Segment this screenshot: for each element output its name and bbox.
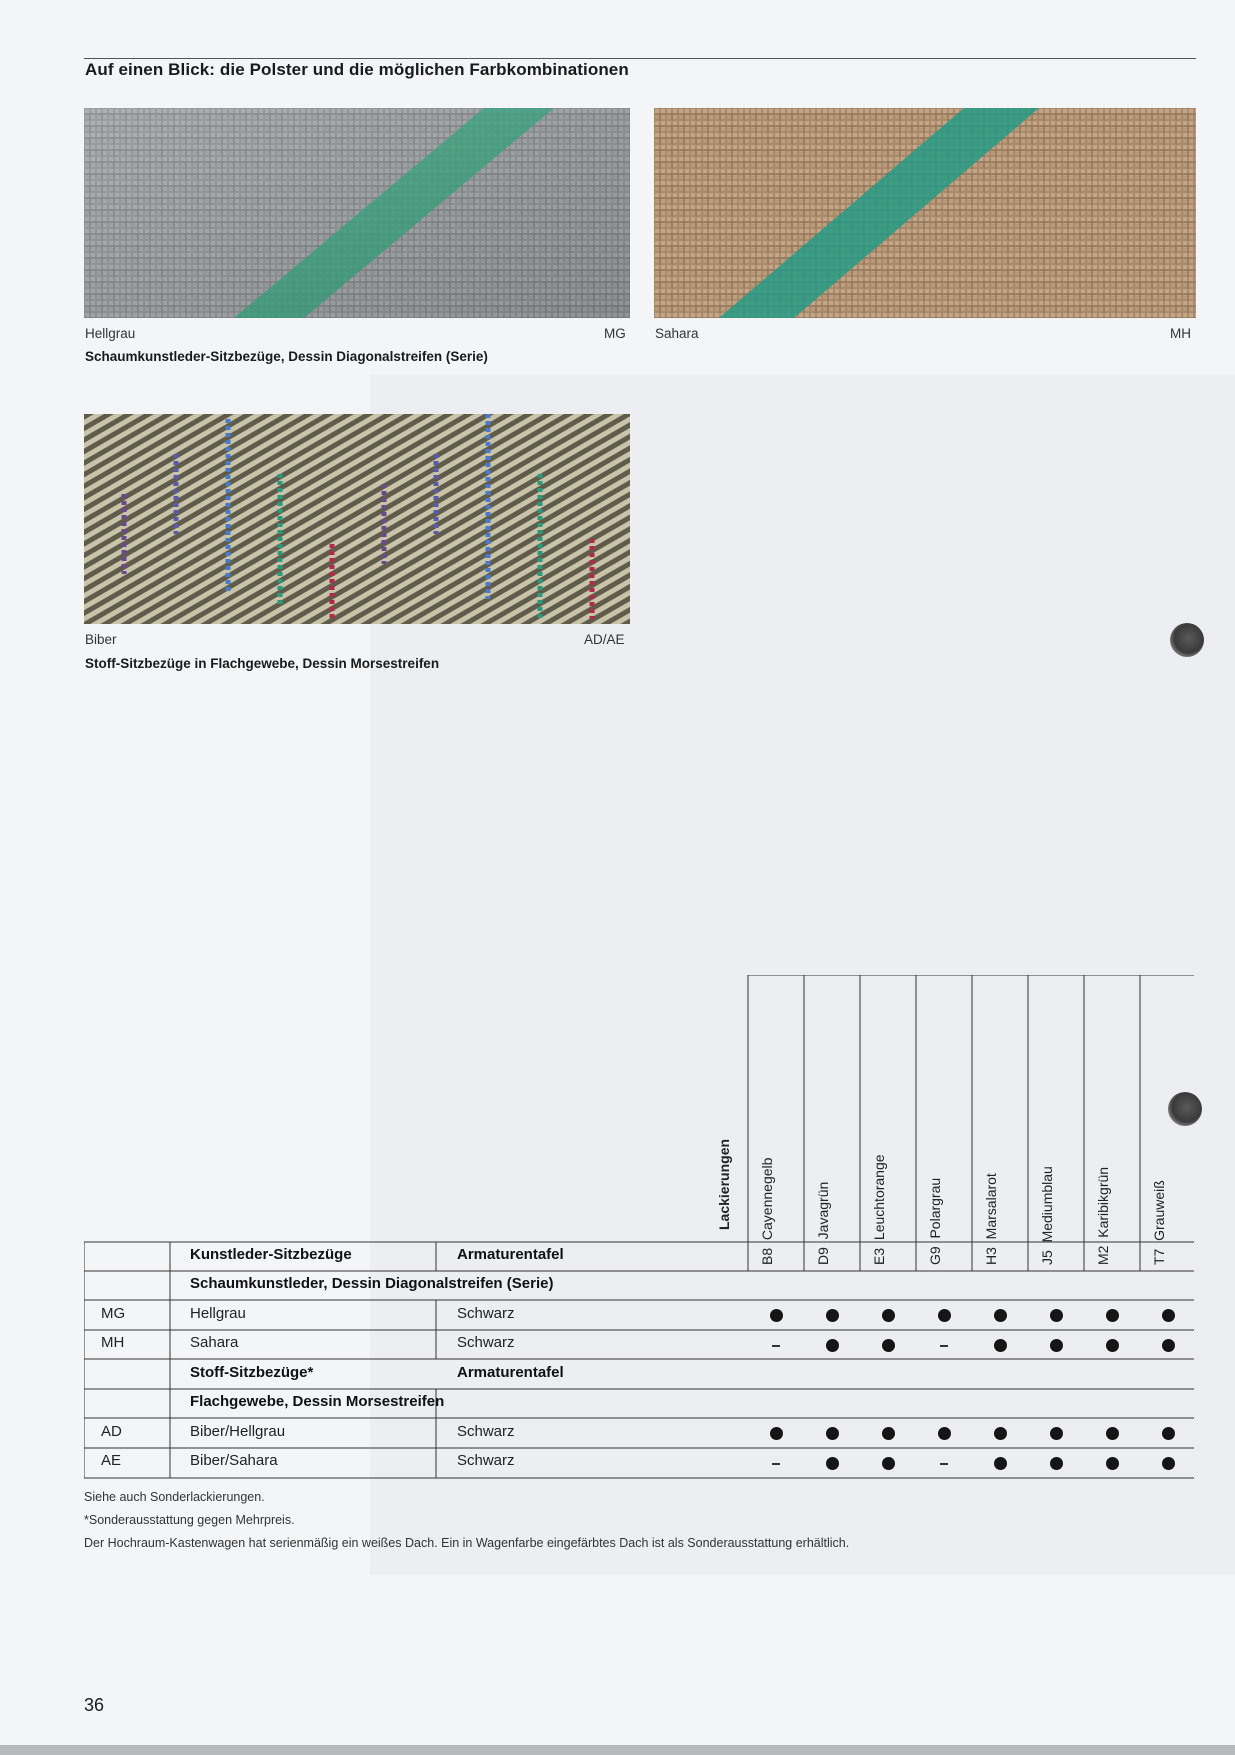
row-name: Sahara (190, 1334, 239, 1351)
available-mark (1050, 1457, 1063, 1470)
section-header: Kunstleder-Sitzbezüge (190, 1246, 352, 1263)
top-rule (84, 58, 1196, 59)
available-mark (1162, 1457, 1175, 1470)
available-mark (882, 1339, 895, 1352)
swatch-biber-name: Biber (85, 632, 117, 647)
not-available-mark (772, 1345, 780, 1347)
available-mark (994, 1457, 1007, 1470)
swatch-hellgrau-code: MG (604, 326, 626, 341)
row-code: MH (101, 1334, 125, 1351)
swatch-biber (84, 414, 630, 624)
color-header: M2 Karibikgrün (1095, 1166, 1111, 1265)
available-mark (1106, 1457, 1119, 1470)
section-header: Stoff-Sitzbezüge* (190, 1364, 314, 1381)
available-mark (1050, 1427, 1063, 1440)
note-sonderausstattung: *Sonderausstattung gegen Mehrpreis. (84, 1513, 295, 1527)
not-available-mark (772, 1463, 780, 1465)
row-armaturentafel: Schwarz (457, 1305, 515, 1322)
available-mark (938, 1309, 951, 1322)
note-sonderlackierungen: Siehe auch Sonderlackierungen. (84, 1490, 265, 1504)
available-mark (1106, 1309, 1119, 1322)
available-mark (1162, 1309, 1175, 1322)
available-mark (882, 1427, 895, 1440)
punch-hole-top (1170, 623, 1204, 657)
page-bottom-edge (0, 1745, 1235, 1755)
caption-kunstleder: Schaumkunstleder-Sitzbezüge, Dessin Diagonalstreifen (Serie) (85, 349, 488, 364)
section-header-right: Armaturentafel (457, 1246, 564, 1263)
color-header: H3 Marsalarot (983, 1173, 999, 1265)
page-title: Auf einen Blick: die Polster und die möglichen Farbkombinationen (85, 60, 629, 79)
row-code: AD (101, 1423, 122, 1440)
swatch-sahara (654, 108, 1196, 318)
row-code: MG (101, 1305, 126, 1322)
row-armaturentafel: Schwarz (457, 1334, 515, 1351)
color-combination-table (84, 975, 1194, 1480)
row-name: Biber/Sahara (190, 1452, 278, 1469)
color-header: E3 Leuchtorange (871, 1154, 887, 1265)
available-mark (1050, 1309, 1063, 1322)
available-mark (826, 1427, 839, 1440)
available-mark (770, 1309, 783, 1322)
swatch-biber-code: AD/AE (584, 632, 625, 647)
row-armaturentafel: Schwarz (457, 1452, 515, 1469)
row-code: AE (101, 1452, 122, 1469)
page-number: 36 (84, 1695, 105, 1715)
available-mark (770, 1427, 783, 1440)
row-armaturentafel: Schwarz (457, 1423, 515, 1440)
available-mark (994, 1427, 1007, 1440)
swatch-hellgrau-name: Hellgrau (85, 326, 136, 341)
color-header: D9 Javagrün (815, 1181, 831, 1265)
available-mark (1162, 1427, 1175, 1440)
not-available-mark (940, 1345, 948, 1347)
note-hochraum: Der Hochraum-Kastenwagen hat serienmäßig ein weißes Dach. Ein in Wagenfarbe eingefärbtes Dach ist als Sonderausstattung erhältlich. (84, 1536, 850, 1550)
row-name: Hellgrau (190, 1305, 246, 1322)
lackierungen-header: Lackierungen (716, 1138, 732, 1230)
color-header: J5 Mediumblau (1039, 1166, 1055, 1265)
available-mark (938, 1427, 951, 1440)
section-subheader: Schaumkunstleder, Dessin Diagonalstreifen (Serie) (190, 1275, 554, 1292)
available-mark (1106, 1339, 1119, 1352)
available-mark (1106, 1427, 1119, 1440)
swatch-sahara-name: Sahara (655, 326, 699, 341)
color-header: B8 Cayennegelb (759, 1157, 775, 1265)
not-available-mark (940, 1463, 948, 1465)
swatch-sahara-code: MH (1170, 326, 1191, 341)
available-mark (882, 1309, 895, 1322)
swatch-hellgrau (84, 108, 630, 318)
section-header-right: Armaturentafel (457, 1364, 564, 1381)
available-mark (826, 1309, 839, 1322)
row-name: Biber/Hellgrau (190, 1423, 286, 1440)
available-mark (994, 1339, 1007, 1352)
available-mark (882, 1457, 895, 1470)
color-header: G9 Polargrau (927, 1177, 943, 1265)
color-header: T7 Grauweiß (1151, 1180, 1167, 1265)
available-mark (826, 1339, 839, 1352)
section-subheader: Flachgewebe, Dessin Morsestreifen (190, 1393, 445, 1410)
available-mark (826, 1457, 839, 1470)
caption-stoff: Stoff-Sitzbezüge in Flachgewebe, Dessin Morsestreifen (85, 656, 440, 671)
available-mark (1162, 1339, 1175, 1352)
available-mark (1050, 1339, 1063, 1352)
available-mark (994, 1309, 1007, 1322)
